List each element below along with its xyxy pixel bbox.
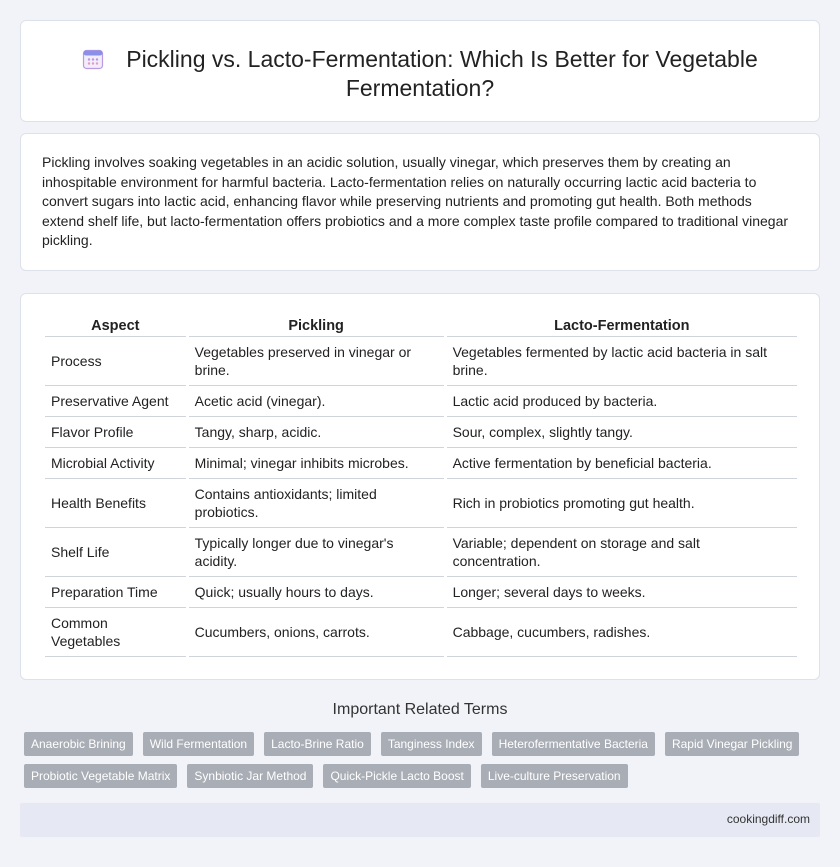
cell-aspect: Microbial Activity: [45, 448, 186, 479]
comparison-table-card: [20, 293, 820, 680]
cell-aspect: Health Benefits: [45, 479, 186, 528]
cell-lacto: Vegetables fermented by lactic acid bacteria in salt brine.: [447, 337, 797, 386]
cell-aspect: Shelf Life: [45, 528, 186, 577]
cell-aspect: Flavor Profile: [45, 417, 186, 448]
related-terms-title: Important Related Terms: [332, 701, 508, 718]
related-term-tag[interactable]: Synbiotic Jar Method: [187, 764, 313, 788]
cell-pickling: Quick; usually hours to days.: [189, 577, 444, 608]
page-title: [61, 45, 779, 103]
footer: [20, 803, 820, 837]
cell-aspect: Preservative Agent: [45, 386, 186, 417]
table-row: [45, 528, 797, 577]
related-term-tag[interactable]: Heterofermentative Bacteria: [492, 732, 655, 756]
related-term-tag[interactable]: Wild Fermentation: [143, 732, 254, 756]
related-term-tag[interactable]: Lacto-Brine Ratio: [264, 732, 371, 756]
related-term-tag[interactable]: Quick-Pickle Lacto Boost: [323, 764, 470, 788]
header-pickling: Pickling: [189, 316, 444, 337]
cell-lacto: Longer; several days to weeks.: [447, 577, 797, 608]
table-row: [45, 386, 797, 417]
related-term-tag[interactable]: Rapid Vinegar Pickling: [665, 732, 800, 756]
related-term-tag[interactable]: Probiotic Vegetable Matrix: [24, 764, 177, 788]
page-title-text: Pickling vs. Lacto-Fermentation: Which Is Better for Vegetable Fermentation?: [126, 46, 758, 101]
cell-pickling: Tangy, sharp, acidic.: [189, 417, 444, 448]
title-wrap: [21, 45, 819, 103]
calendar-icon: [82, 48, 104, 70]
table-row: [45, 577, 797, 608]
footer-site-link[interactable]: cookingdiff.com: [726, 812, 810, 826]
cell-lacto: Cabbage, cucumbers, radishes.: [447, 608, 797, 657]
cell-lacto: Active fermentation by beneficial bacteria.: [447, 448, 797, 479]
intro-paragraph: Pickling involves soaking vegetables in an acidic solution, usually vinegar, which preserves them by creating an inhospitable environment for harmful bacteria. Lacto-fermentation relies on naturally occurring lactic acid bacteria to convert sugars into lactic acid, enhancing flavor while preserving nutrients and promoting gut health. Both methods extend shelf life, but lacto-fermentation offers probiotics and a more complex taste profile compared to traditional vinegar pickling.: [42, 154, 789, 249]
cell-lacto: Lactic acid produced by bacteria.: [447, 386, 797, 417]
header-lacto-fermentation: Lacto-Fermentation: [447, 316, 797, 337]
cell-aspect: Process: [45, 337, 186, 386]
table-row: [45, 479, 797, 528]
table-row: [45, 608, 797, 657]
cell-pickling: Vegetables preserved in vinegar or brine.: [189, 337, 444, 386]
header-aspect: Aspect: [45, 316, 186, 337]
header-card: [20, 20, 820, 122]
table-row: [45, 337, 797, 386]
cell-pickling: Minimal; vinegar inhibits microbes.: [189, 448, 444, 479]
comparison-table: [42, 316, 800, 657]
intro-card: [20, 133, 820, 271]
cell-aspect: Preparation Time: [45, 577, 186, 608]
related-term-tag[interactable]: Live-culture Preservation: [481, 764, 628, 788]
cell-aspect: Common Vegetables: [45, 608, 186, 657]
related-term-tag[interactable]: Anaerobic Brining: [24, 732, 133, 756]
table-row: [45, 448, 797, 479]
related-terms-list: [24, 732, 804, 788]
cell-lacto: Sour, complex, slightly tangy.: [447, 417, 797, 448]
table-row: [45, 417, 797, 448]
cell-lacto: Rich in probiotics promoting gut health.: [447, 479, 797, 528]
cell-lacto: Variable; dependent on storage and salt concentration.: [447, 528, 797, 577]
cell-pickling: Typically longer due to vinegar's acidity.: [189, 528, 444, 577]
cell-pickling: Cucumbers, onions, carrots.: [189, 608, 444, 657]
related-term-tag[interactable]: Tanginess Index: [381, 732, 482, 756]
cell-pickling: Contains antioxidants; limited probiotics.: [189, 479, 444, 528]
table-header-row: [45, 316, 797, 337]
cell-pickling: Acetic acid (vinegar).: [189, 386, 444, 417]
